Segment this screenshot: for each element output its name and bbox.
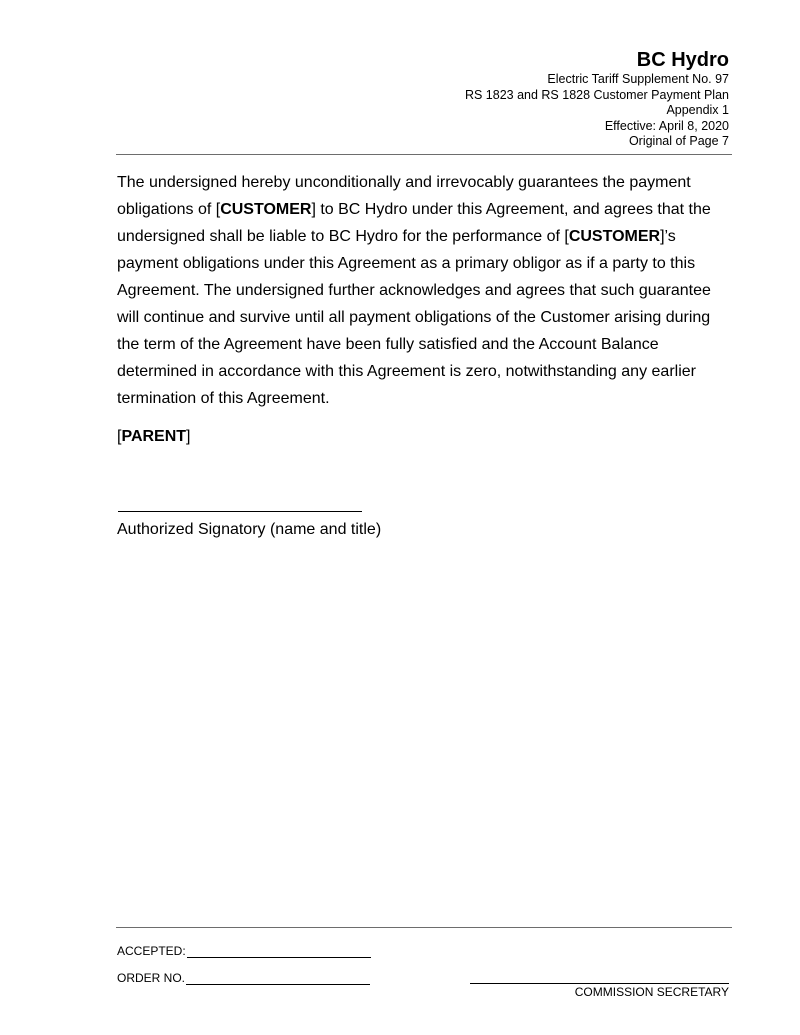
customer-placeholder-1: CUSTOMER [220, 201, 312, 218]
parent-placeholder: PARENT [121, 428, 187, 445]
paragraph-text-1: The undersigned hereby unconditionally and irrevocably guarantees the payment obligations of [ [117, 174, 691, 218]
appendix-line: Appendix 1 [666, 103, 729, 117]
footer-divider [116, 927, 732, 928]
header-divider [116, 154, 732, 155]
page-number-line: Original of Page 7 [628, 134, 729, 148]
commission-secretary-label: COMMISSION SECRETARY [574, 985, 729, 999]
commission-secretary-signature-line [470, 983, 729, 984]
bracket-open: [ [117, 428, 122, 445]
accepted-blank-line [187, 945, 371, 958]
tariff-supplement-line: Electric Tariff Supplement No. 97 [547, 72, 729, 86]
company-name: BC Hydro [636, 49, 729, 71]
order-number-label: ORDER NO. [117, 971, 186, 985]
paragraph-text-2: ] to BC Hydro under this Agreement, and agrees that the undersigned shall be liable to BC Hydro for the performance of [ [117, 201, 711, 245]
order-number-blank-line [186, 972, 370, 985]
parent-party [117, 426, 191, 448]
document-header [465, 49, 729, 150]
accepted-label: ACCEPTED: [117, 944, 186, 958]
paragraph-text-3: ]’s payment obligations under this Agreement as a primary obligor as if a party to this Agreement. The undersigned further acknowledges and agrees that such guarantee will continue and survive until all payment obligations of the Customer arising during the term of the Agreement have been fully satisfied and the Account Balance determined in accordance with this Agreement is zero, notwithstanding any earlier termination of this Agreement. [117, 228, 711, 407]
guarantee-paragraph [117, 169, 731, 412]
customer-placeholder-2: CUSTOMER [568, 228, 661, 245]
signatory-caption: Authorized Signatory (name and title) [117, 521, 382, 538]
bracket-close: ] [186, 428, 191, 445]
order-row [117, 971, 370, 985]
rate-schedule-line: RS 1823 and RS 1828 Customer Payment Plan [464, 87, 729, 102]
accepted-row [117, 944, 371, 958]
signature-line [118, 511, 362, 512]
effective-date-line: Effective: April 8, 2020 [604, 118, 729, 133]
